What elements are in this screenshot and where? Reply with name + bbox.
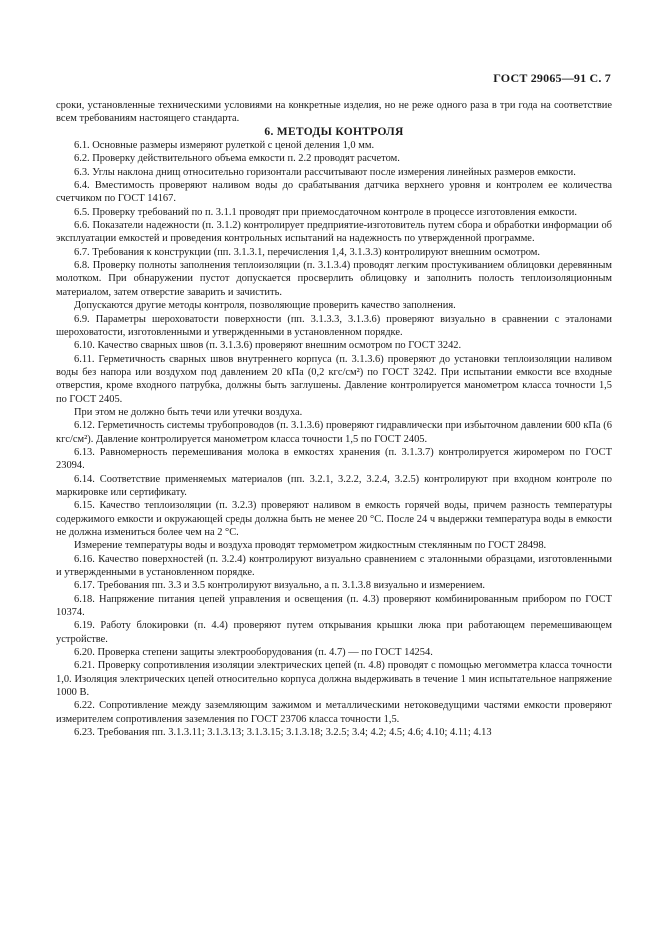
paragraph: 6.17. Требования пп. 3.3 и 3.5 контролируют визуально, а п. 3.1.3.8 визуально и измерением. xyxy=(74,580,486,592)
paragraph-list xyxy=(56,139,612,739)
paragraph: 6.15. Качество теплоизоляции (п. 3.2.3) проверяют наливом в емкость горячей воды, причем разность температуры содержимого емкости и окружающей среды должна быть не менее 20 °С. После 24 ч выдержки температура воды в емкости не должна измениться более чем на 2 °С. xyxy=(56,500,612,538)
paragraph: 6.13. Равномерность перемешивания молока в емкостях хранения (п. 3.1.3.7) контролируется жиромером по ГОСТ 23094. xyxy=(56,446,612,472)
intro-paragraph: сроки, установленные техническими условиями на конкретные изделия, но не реже одного раза в три года на соответствие всем требованиям настоящего стандарта. xyxy=(56,100,612,125)
paragraph: 6.21. Проверку сопротивления изоляции электрических цепей (п. 4.8) проводят с помощью мегомметра класса точности 1,0. Изоляция электрических цепей относительно корпуса должна выдерживать в течение 1 мин испытательное напряжение 1000 В. xyxy=(56,660,612,699)
paragraph: 6.1. Основные размеры измеряют рулеткой с ценой деления 1,0 мм. xyxy=(74,140,375,152)
paragraph: 6.9. Параметры шероховатости поверхности (пп. 3.1.3.3, 3.1.3.6) проверяют визуально в сравнении с эталонами шероховатости, изготовленными и утвержденными в установленном порядке. xyxy=(56,313,612,338)
paragraph: 6.3. Углы наклона днищ относительно горизонтали рассчитывают после измерения линейных размеров емкости. xyxy=(74,166,576,178)
paragraph: 6.22. Сопротивление между заземляющим зажимом и металлическими нетоковедущими частями емкости проверяют измерителем сопротивления заземления по ГОСТ 23706 класса точности 1,5. xyxy=(56,700,612,725)
section-title: 6. МЕТОДЫ КОНТРОЛЯ xyxy=(264,125,404,138)
paragraph: 6.6. Показатели надежности (п. 3.1.2) контролирует предприятие-изготовитель путем сбора и обработки информации об эксплуатации емкостей и проведения контрольных испытаний на надежность по утвержденной программе. xyxy=(56,220,612,245)
paragraph: 6.12. Герметичность системы трубопроводов (п. 3.1.3.6) проверяют гидравлически при избыточном давлении 600 кПа (6 кгс/см²). Давление контролируется манометром класса точности 1,5 по ГОСТ 2405. xyxy=(56,420,612,445)
paragraph: 6.19. Работу блокировки (п. 4.4) проверяют путем открывания крышки люка при работающем перемешивающем устройстве. xyxy=(56,620,612,645)
paragraph: 6.7. Требования к конструкции (пп. 3.1.3.1, перечисления 1,4, 3.1.3.3) контролируют внешним осмотром. xyxy=(74,246,541,258)
paragraph: 6.14. Соответствие применяемых материалов (пп. 3.2.1, 3.2.2, 3.2.4, 3.2.5) контролируют при входном контроле по маркировке или сертификату. xyxy=(56,473,612,498)
paragraph: 6.2. Проверку действительного объема емкости п. 2.2 проводят расчетом. xyxy=(74,153,400,165)
paragraph: 6.8. Проверку полноты заполнения теплоизоляции (п. 3.1.3.4) проводят легким простукиванием облицовки деревянным молотком. При обнаружении пустот допускается просверлить облицовку и заполнить полость теплоизоляционным материалом, затем отверстие заварить и зачистить. xyxy=(56,260,612,298)
paragraph: Допускаются другие методы контроля, позволяющие проверить качество заполнения. xyxy=(74,300,456,312)
paragraph: Измерение температуры воды и воздуха проводят термометром жидкостным стеклянным по ГОСТ 28498. xyxy=(74,540,547,552)
paragraph: 6.10. Качество сварных швов (п. 3.1.3.6) проверяют внешним осмотром по ГОСТ 3242. xyxy=(74,340,462,352)
paragraph: 6.5. Проверку требований по п. 3.1.1 проводят при приемосдаточном контроле в процессе изготовления емкости. xyxy=(74,206,577,218)
paragraph: 6.16. Качество поверхностей (п. 3.2.4) контролируют визуально сравнением с эталонными образцами, изготовленными и утвержденными в установленном порядке. xyxy=(56,553,612,579)
page-header: ГОСТ 29065—91 С. 7 xyxy=(493,71,611,85)
document-body xyxy=(56,99,612,740)
paragraph: 6.23. Требования пп. 3.1.3.11; 3.1.3.13; 3.1.3.15; 3.1.3.18; 3.2.5; 3.4; 4.2; 4.5; 4.6; 4.10; 4.11; 4.13 xyxy=(74,727,492,739)
paragraph: 6.20. Проверка степени защиты электрооборудования (п. 4.7) — по ГОСТ 14254. xyxy=(74,647,433,659)
paragraph: При этом не должно быть течи или утечки воздуха. xyxy=(74,406,303,418)
paragraph: 6.18. Напряжение питания цепей управления и освещения (п. 4.3) проверяют комбинированным прибором по ГОСТ 10374. xyxy=(56,593,612,619)
paragraph: 6.11. Герметичность сварных швов внутреннего корпуса (п. 3.1.3.6) проверяют до установки теплоизоляции наливом воды без напора или воздухом под давлением 20 кПа (0,2 кгс/см²) по ГОСТ 3242. При испытании емкости все входные отверстия, кроме входного патрубка, должны быть заглушены. Давление контролируется манометром класса точности 1,5 по ГОСТ 2405. xyxy=(56,353,612,405)
paragraph: 6.4. Вместимость проверяют наливом воды до срабатывания датчика верхнего уровня и контролем ее количества счетчиком по ГОСТ 14167. xyxy=(56,180,612,205)
